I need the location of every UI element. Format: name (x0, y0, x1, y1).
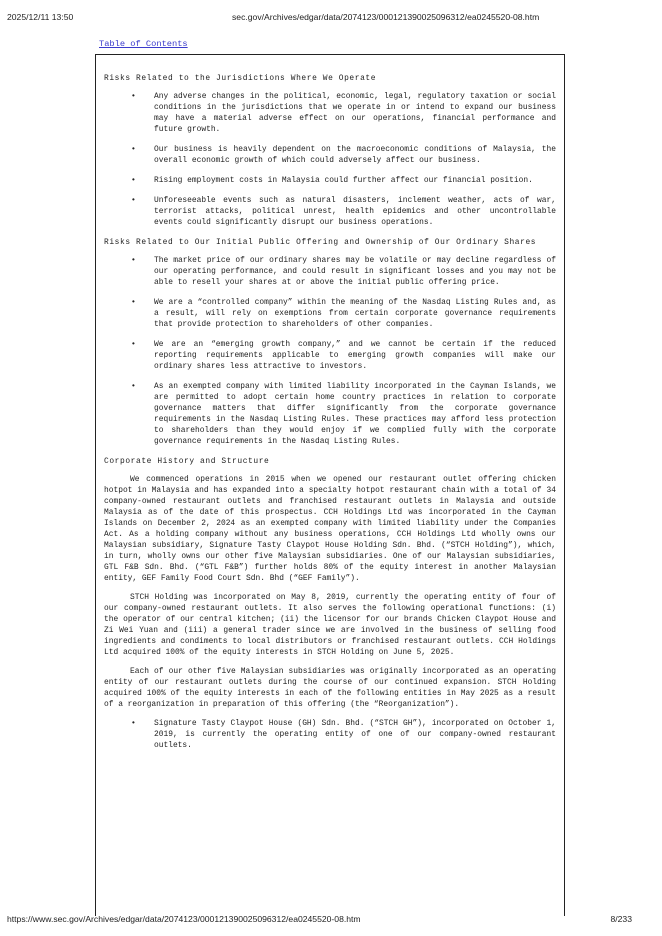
list-item: • Signature Tasty Claypot House (GH) Sdn. Bhd. (“STCH GH”), incorporated on October 1, 2019, is currently the operating entity of one of our company-owned restaurant outlets. (131, 719, 556, 750)
section-heading-jurisdiction: Risks Related to the Jurisdictions Where We Operate (104, 74, 377, 83)
print-datetime: 2025/12/11 13:50 (7, 12, 74, 22)
bullet-icon: • (131, 196, 136, 205)
print-header-url: sec.gov/Archives/edgar/data/2074123/000121390025096312/ea0245520-08.htm (232, 12, 540, 22)
list-item: • Unforeseeable events such as natural disasters, inclement weather, acts of war, terrorist attacks, political unrest, health epidemics and other uncontrollable events could significantly disrupt our business operations. (131, 196, 556, 227)
subsidiary-list (104, 718, 556, 751)
bullet-icon: • (131, 176, 136, 185)
browser-print-footer (0, 914, 662, 926)
bullet-icon: • (131, 382, 136, 391)
list-item: • The market price of our ordinary shares may be volatile or may decline regardless of our operating performance, and could result in significant losses and you may not be able to resell your shares at or above the initial public offering price. (131, 256, 556, 287)
list-item: • Our business is heavily dependent on the macroeconomic conditions of Malaysia, the overall economic growth of which could adversely affect our business. (131, 145, 556, 165)
section-heading-ipo: Risks Related to Our Initial Public Offering and Ownership of Our Ordinary Shares (104, 238, 537, 247)
bullet-icon: • (131, 92, 136, 101)
table-of-contents-link[interactable]: Table of Contents (99, 39, 188, 49)
paragraph: We commenced operations in 2015 when we opened our restaurant outlet offering chicken hotpot in Malaysia and has expanded into a specialty hotpot restaurant chain with a total of 34 company-owned restaurant outlets and franchised restaurant outlets in Malaysia and outside Malaysia as of the date of this prospectus. CCH Holdings Ltd was incorporated in the Cayman Islands on December 2, 2024 as an exempted company with limited liability under the Companies Act. As a holding company without any business operations, CCH Holdings Ltd wholly owns our Malaysian subsidiary, Signature Tasty Claypot House Holding Sdn. Bhd. (“STCH Holding”), which, in turn, wholly owns our other five Malaysian subsidiaries. One of our Malaysian subsidiaries, GTL F&B Sdn. Bhd. (“GTL F&B”) further holds 80% of the equity interest in another Malaysian entity, GEF Family Food Court Sdn. Bhd (“GEF Family”). (104, 475, 556, 583)
bullet-icon: • (131, 340, 136, 349)
list-item: • We are a “controlled company” within the meaning of the Nasdaq Listing Rules and, as a result, will rely on exemptions from certain corporate governance requirements that provide protection to shareholders of other companies. (131, 298, 556, 329)
jurisdiction-risk-list (104, 91, 556, 228)
list-item: • As an exempted company with limited liability incorporated in the Cayman Islands, we are permitted to adopt certain home country practices in relation to corporate governance matters that differ significantly from the corporate governance requirements in the Nasdaq Listing Rules. These practices may afford less protection to shareholders than they would enjoy if we complied fully with the corporate governance requirements in the Nasdaq Listing Rules. (131, 382, 556, 446)
page-number: 8/233 (610, 914, 632, 924)
paragraph: Each of our other five Malaysian subsidiaries was originally incorporated as an operating entity of our restaurant outlets during the course of our continued expansion. STCH Holding acquired 100% of the equity interests in each of the following entities in May 2025 as a result of a reorganization in preparation of this offering (the “Reorganization”). (104, 667, 556, 709)
paragraph: STCH Holding was incorporated on May 8, 2019, currently the operating entity of four of our company-owned restaurant outlets. It also serves the following operational functions: (i) the operator of our central kitchen; (ii) the licensor for our brands Chicken Claypot House and Zi Wei Yuan and (iii) a general trader since we are involved in the business of selling food ingredients and condiments to local distributors or franchised restaurant outlets. CCH Holdings Ltd acquired 100% of the equity interests in STCH Holding on June 5, 2025. (104, 593, 556, 657)
bullet-icon: • (131, 719, 136, 728)
list-item: • Rising employment costs in Malaysia could further affect our financial position. (131, 176, 533, 185)
bullet-icon: • (131, 256, 136, 265)
bullet-icon: • (131, 298, 136, 307)
document-body (104, 73, 556, 760)
list-item: • Any adverse changes in the political, economic, legal, regulatory taxation or social conditions in the jurisdictions that we operate in or intend to expand our business may have a material adverse effect on our operations, financial performance and future growth. (131, 92, 556, 134)
section-heading-corporate: Corporate History and Structure (104, 457, 270, 466)
browser-print-header (0, 12, 662, 24)
ipo-risk-list (104, 255, 556, 447)
document-page (95, 54, 565, 916)
list-item: • We are an “emerging growth company,” and we cannot be certain if the reduced reporting requirements applicable to emerging growth companies will make our ordinary shares less attractive to investors. (131, 340, 556, 371)
bullet-icon: • (131, 145, 136, 154)
print-footer-url: https://www.sec.gov/Archives/edgar/data/2074123/000121390025096312/ea0245520-08.htm (7, 914, 361, 924)
